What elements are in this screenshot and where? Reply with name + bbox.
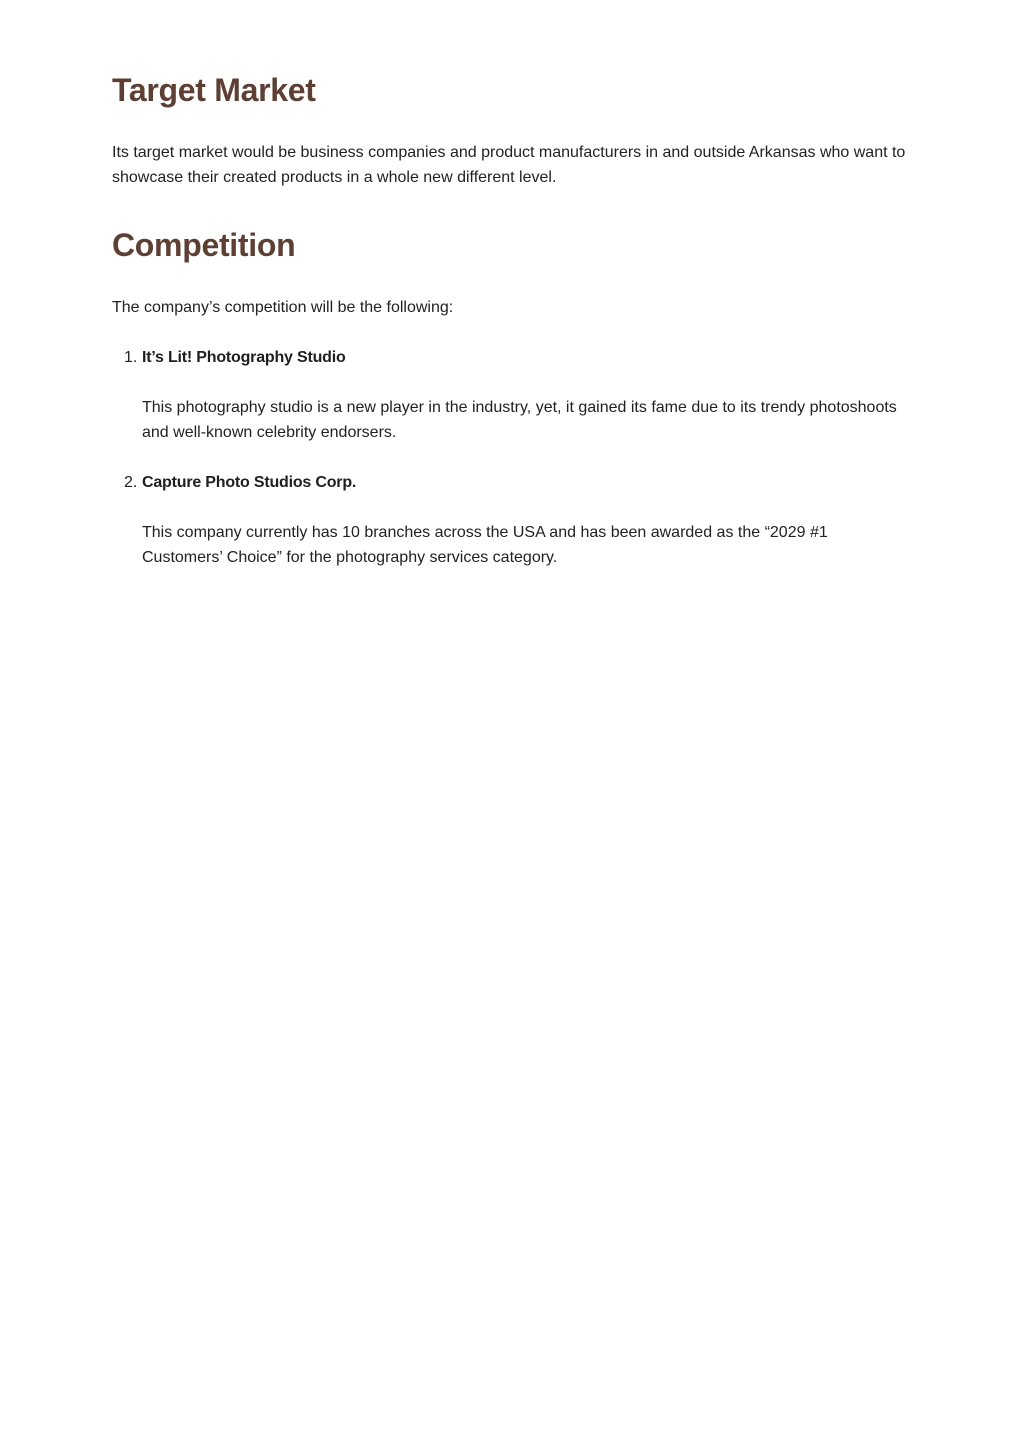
list-number: 1. (124, 349, 138, 366)
competitor-title: Capture Photo Studios Corp. (142, 474, 357, 491)
target-market-heading: Target Market (112, 72, 316, 108)
target-market-paragraph: Its target market would be business companies and product manufacturers in and outside Arkansas who want to showcase their created products in a whole new different level. (112, 144, 906, 186)
competitor-description: This photography studio is a new player in the industry, yet, it gained its fame due to its trendy photoshoots and well-known celebrity endorsers. (142, 399, 897, 441)
competitor-title: It’s Lit! Photography Studio (142, 349, 346, 366)
competition-heading: Competition (112, 227, 296, 263)
competition-intro: The company’s competition will be the following: (112, 299, 454, 316)
list-number: 2. (124, 474, 138, 491)
competitor-description: This company currently has 10 branches across the USA and has been awarded as the “2029 #1 Customers’ Choice” for the photography services category. (142, 524, 828, 566)
list-item (112, 345, 912, 445)
competitor-list (112, 345, 912, 595)
list-item (112, 470, 912, 570)
